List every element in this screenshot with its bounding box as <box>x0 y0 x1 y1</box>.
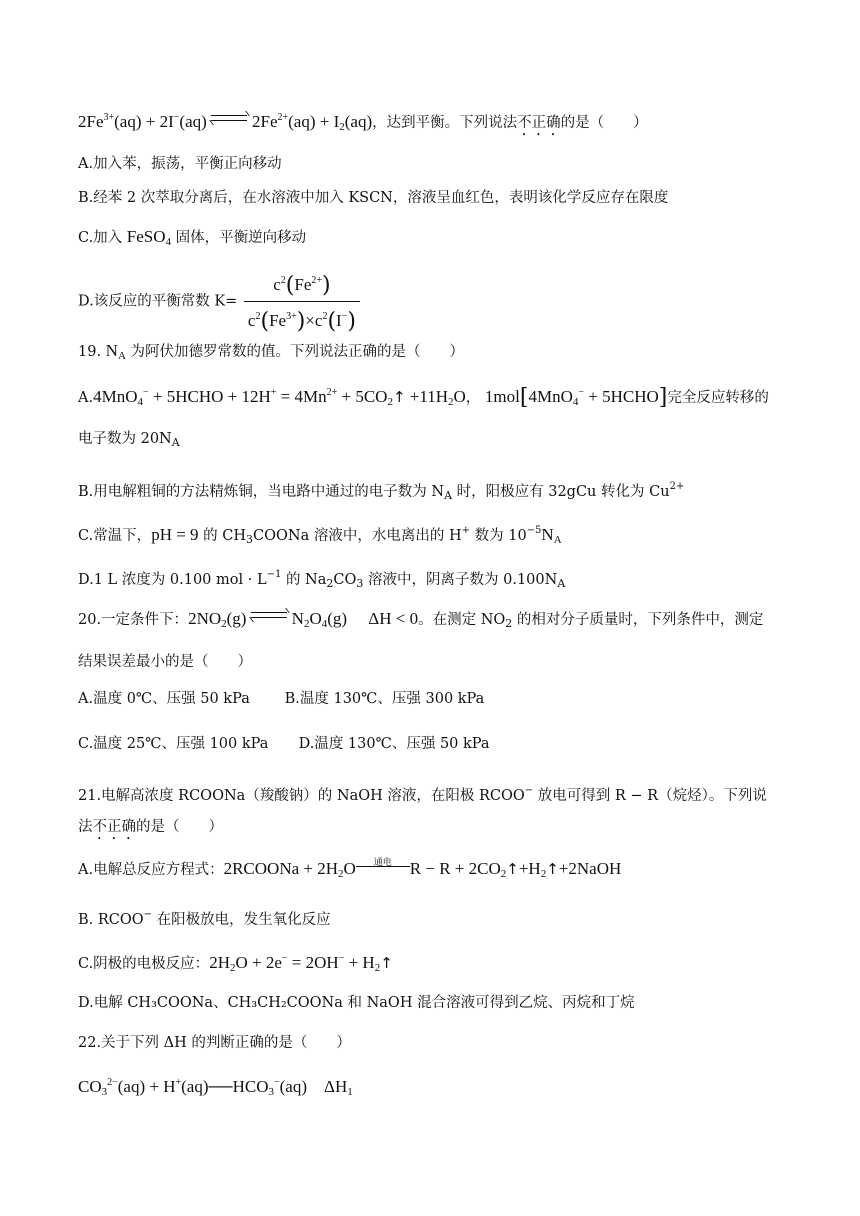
q20-options-cd <box>78 733 790 755</box>
q20-options-ab <box>78 688 790 710</box>
q22-equation-1: $CO_3^{2-}(aq)$ + $H^+(aq)──HCO_3^-(aq)$ $\Delta H_1$ <box>78 1077 353 1098</box>
q19-option-b: B.用电解粗铜的方法精炼铜，当电路中通过的电子数为 $N_A$ 时，阳极应有 32gCu 转化为 $Cu^{2+}$ <box>78 481 685 502</box>
q18-option-b: B.经苯 2 次萃取分离后，在水溶液中加入 KSCN，溶液呈血红色，表明该化学反应存在限度 <box>78 190 669 206</box>
q18-option-a: A.加入苯，振荡，平衡正向移动 <box>78 156 282 172</box>
q21-option-b: B. RCOO− 在阳极放电，发生氧化反应 <box>78 909 331 928</box>
equilibrium-arrow-icon <box>251 610 287 622</box>
q22-stem: 22.关于下列 ΔH 的判断正确的是（ ） <box>78 1035 351 1051</box>
electrolysis-arrow-icon: 通电 <box>356 860 410 874</box>
q20-option-a: A.温度 0℃、压强 50 kPa <box>78 691 250 707</box>
q20-stem-line2: 结果误差最小的是（ ） <box>78 654 252 670</box>
q20-stem: 20.一定条件下：$2NO_2(g)$ $N_2O_4(g)$ ΔH < 0。在测定 $NO_2$ 的相对分子质量时，下列条件中，测定 <box>78 609 764 630</box>
equilibrium-constant-fraction: $\frac{c^2(Fe^{2+})}{c^2(Fe^{3+})\times c^2(I^-)}$ <box>244 268 360 335</box>
q20-option-c: C.温度 25℃、压强 100 kPa <box>78 736 269 752</box>
q19-stem: 19. $N_A$ 为阿伏加德罗常数的值。下列说法正确的是（ ） <box>78 341 465 362</box>
q19-option-a-line2: 电子数为 $20N_A$ <box>78 431 180 449</box>
q19-option-c: C.常温下，pH = 9 的 $CH_3COONa$ 溶液中，水电离出的 H+ 数为 $10^{-5}N_A$ <box>78 525 562 546</box>
q21-option-c: C.阴极的电极反应：$2H_2O + 2e^- = 2OH^-$ + $H_2↑$ <box>78 953 393 974</box>
q21-stem-line2: 法不正确的是（ ） <box>78 819 223 835</box>
q21-stem: 21.电解高浓度 RCOONa（羧酸钠）的 NaOH 溶液，在阳极 RCOO− 放电可得到 R − R（烷烃）。下列说 <box>78 785 767 804</box>
q18-option-d: D.该反应的平衡常数 K= $\frac{c^2(Fe^{2+})}{c^2(Fe^{3+})\times c^2(I^-)}$ <box>78 268 790 335</box>
q19-option-d: D.1 L 浓度为 0.100 mol · $L^{-1}$ 的 $Na_2CO_3$ 溶液中，阴离子数为 $0.100N_A$ <box>78 569 566 590</box>
q19-option-a: A.4MnO$_4$− + 5HCHO + $12H^+ = 4Mn^{2+}$ + $5CO_2↑ +11H_2O$， 1mol[4MnO$_4$− + 5HCHO]完全反应转移的 <box>78 385 769 410</box>
q21-option-a: A.电解总反应方程式：2RCOONa + $2H_2O$ 通电 $R - R + 2CO_2↑+H_2↑+2NaOH$ <box>78 858 622 880</box>
q21-option-d: D.电解 CH₃COONa、CH₃CH₂COONa 和 NaOH 混合溶液可得到乙烷、丙烷和丁烷 <box>78 995 635 1011</box>
q18-option-c: C.加入 FeSO$_4$ 固体，平衡逆向移动 <box>78 227 307 248</box>
q20-option-d: D.温度 130℃、压强 50 kPa <box>298 736 490 752</box>
q18-stem: $2Fe^{3+}(aq) + 2I^-(aq)$ $2Fe^{2+}(aq) + I_2(aq)$，达到平衡。下列说法不正确的是（ ） <box>78 112 648 133</box>
q20-option-b: B.温度 130℃、压强 300 kPa <box>284 691 485 707</box>
equilibrium-arrow-icon <box>211 113 247 125</box>
